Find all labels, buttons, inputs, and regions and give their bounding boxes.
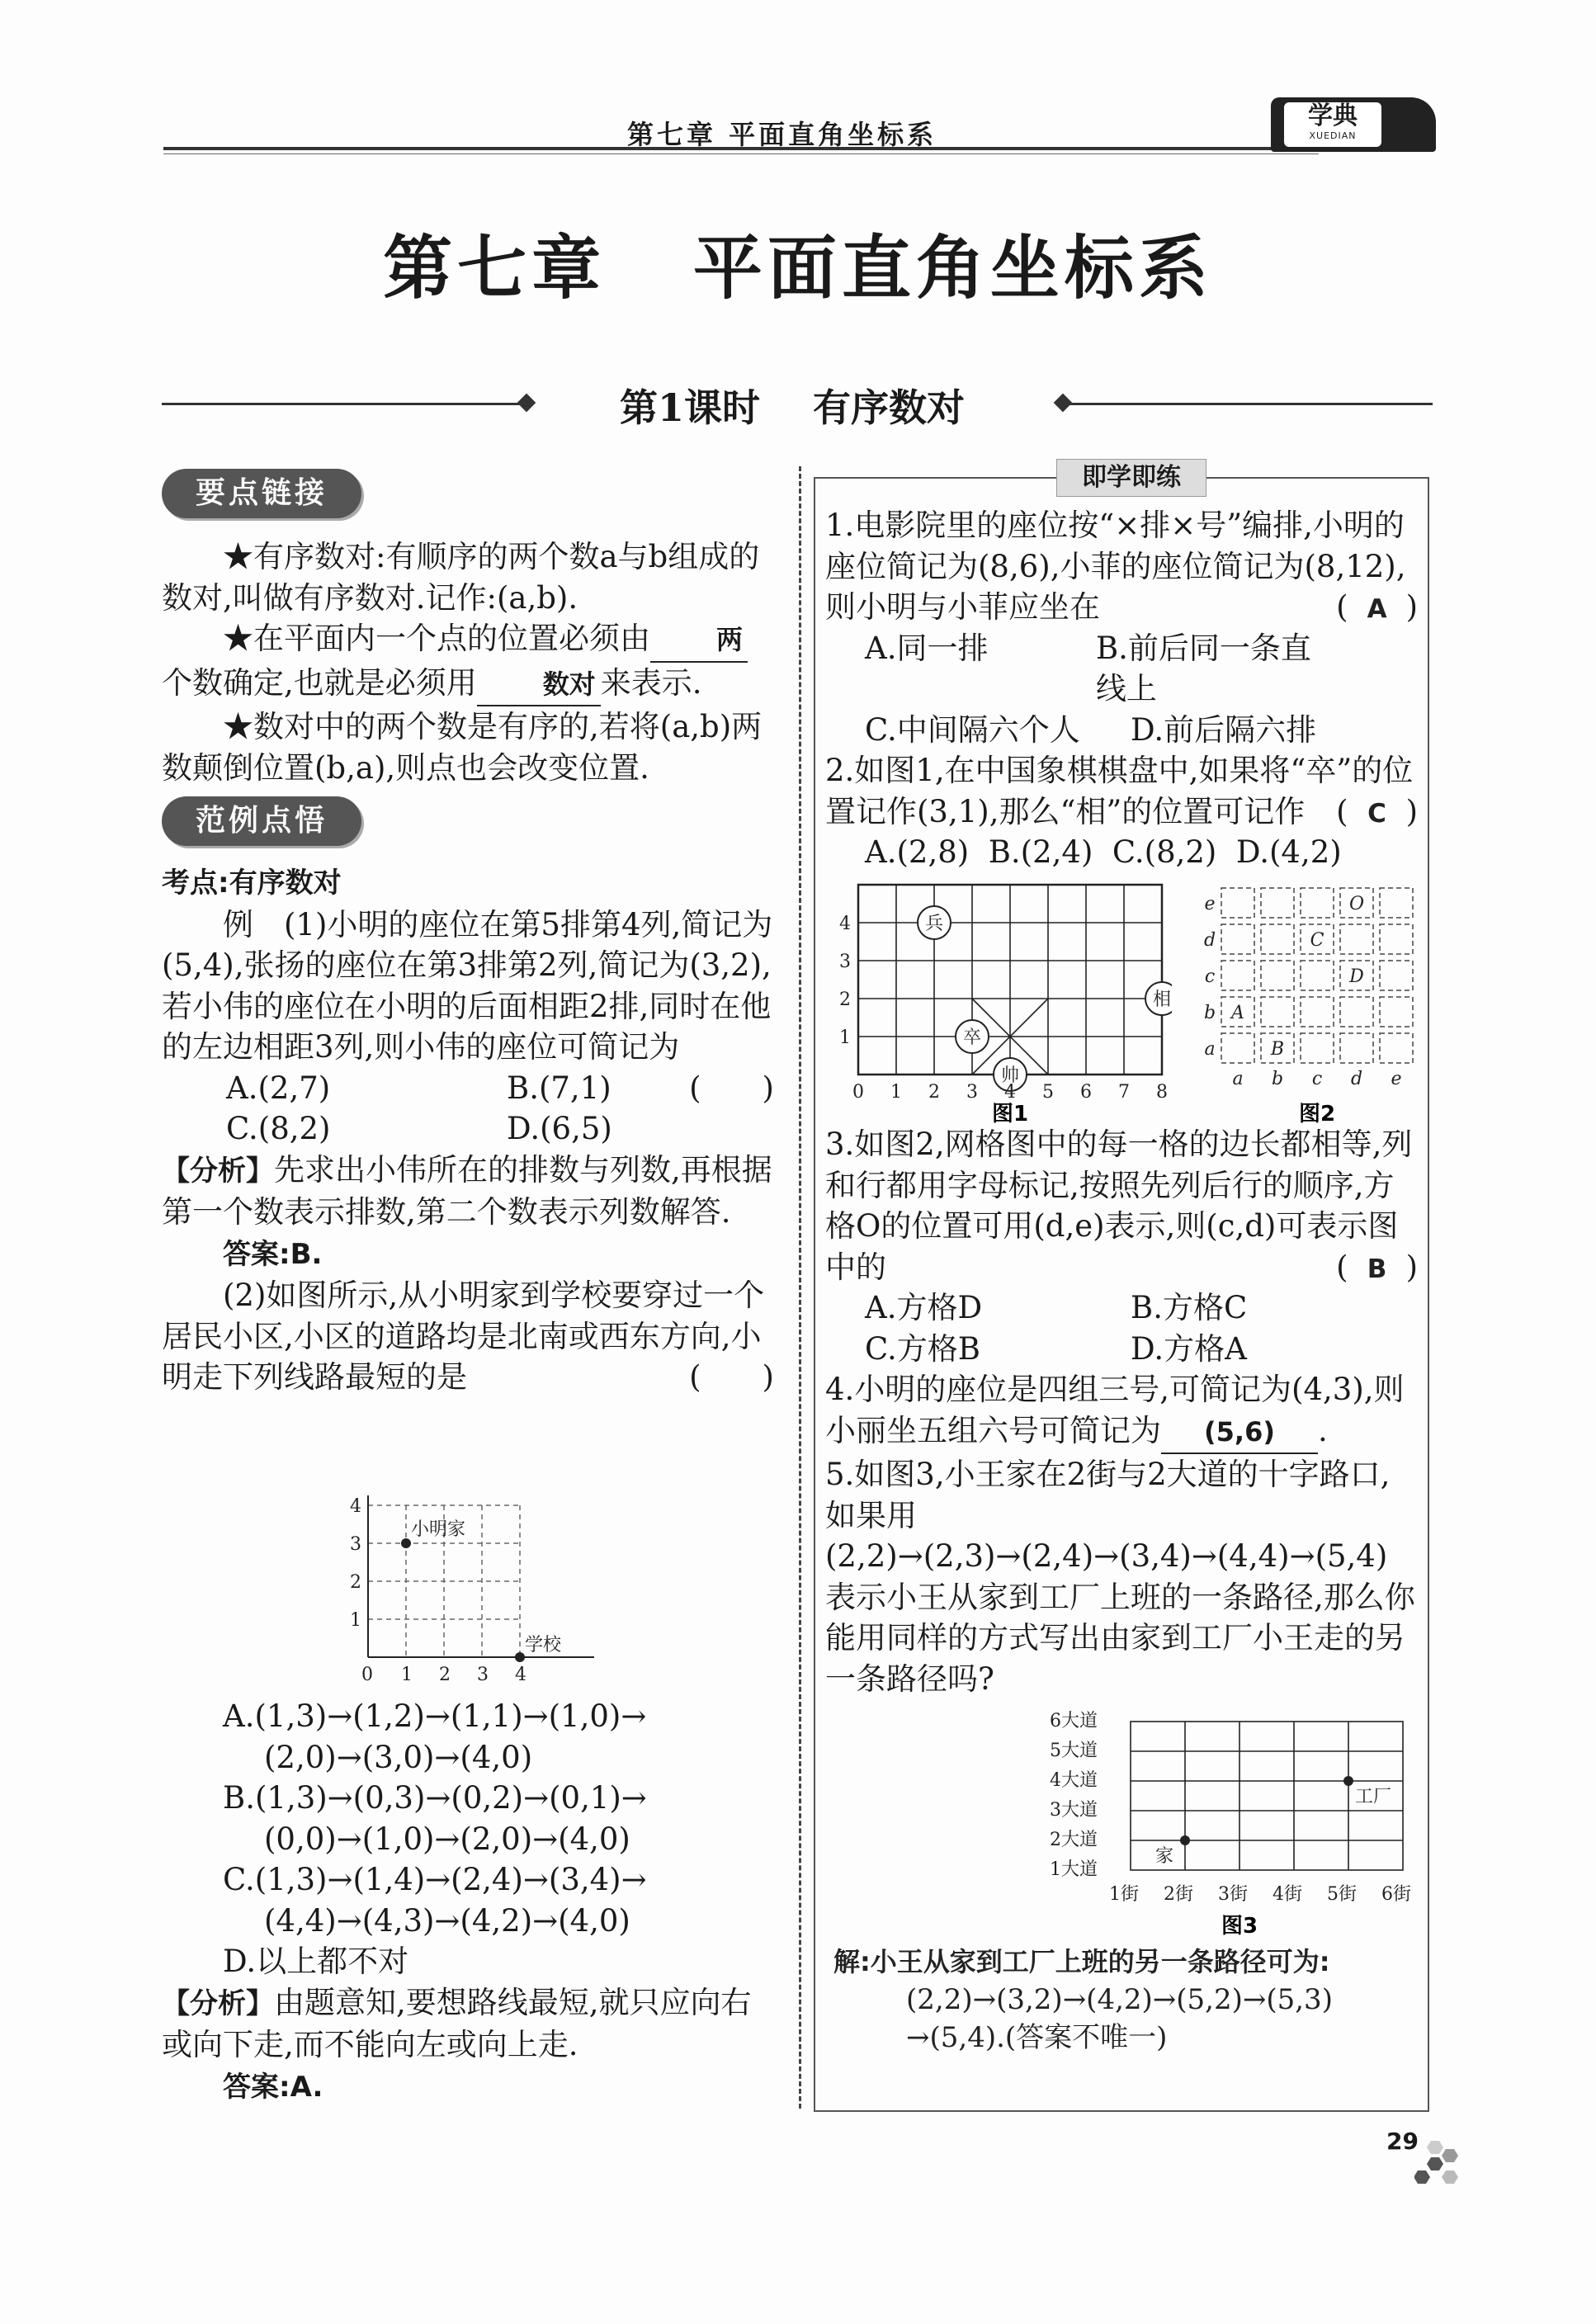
ex2-graph (330, 1492, 602, 1690)
ex2-option-c-cont: (4,4)→(4,3)→(4,2)→(4,0) (264, 1902, 630, 1939)
ex1-analysis-text: 先求出小伟所在的排数与列数,再根据第一个数表示排数,第二个数表示列数解答. (162, 1151, 772, 1230)
fig3-street-label: 2街 (1164, 1884, 1193, 1905)
ex2-option-b: B.(1,3)→(0,3)→(0,2)→(0,1)→ (223, 1780, 647, 1816)
ex2-xtick: 4 (515, 1665, 526, 1685)
fig2-row-label: b (1203, 1003, 1216, 1023)
q3-stem (825, 1124, 1418, 1287)
fig2-cell-A: A (1231, 1003, 1244, 1023)
fig3-avenue-label: 5大道 (1050, 1741, 1098, 1761)
ex2-answer-text: 答案:A. (223, 2070, 323, 2104)
key-points-section (162, 536, 774, 788)
fig1-ytick: 4 (839, 914, 851, 934)
piece-general: 帅 (1000, 1065, 1020, 1086)
q1-options-row-2 (825, 710, 1418, 751)
solution-line-1: 解:小王从家到工厂上班的另一条路径可为: (833, 1946, 1330, 1977)
key-points-badge-label: 要点链接 (195, 476, 328, 510)
key-point-2 (162, 618, 774, 706)
q4-text: 4.小明的座位是四组三号,可简记为(4,3),则小丽坐五组六号可简记为 (825, 1372, 1405, 1448)
ex2-xtick: 1 (401, 1665, 413, 1685)
fig2-cell-O: O (1348, 894, 1365, 914)
ex2-paren: ( ) (689, 1359, 774, 1395)
piece-soldier-bing: 兵 (924, 914, 944, 934)
q1-option-b: B.前后同一条直线上 (1095, 630, 1311, 706)
ex2-home-label: 小明家 (411, 1519, 466, 1540)
fig1-xtick: 1 (890, 1082, 902, 1103)
fig3-avenue-label: 3大道 (1050, 1800, 1098, 1821)
q1-answer: ( A ) (1336, 589, 1418, 625)
q5-stem: 5.如图3,小王家在2街与2大道的十字路口,如果用(2,2)→(2,3)→(2,4)→(3,4)→(4,4)→(5,4)表示小王从家到工厂上班的一条路径,那么你能用同样的方式写出由家到工厂小王走的另一条路径吗? (825, 1457, 1415, 1697)
q1-option-d: D.前后隔六排 (1131, 711, 1317, 748)
ex2-option-a-cont: (2,0)→(3,0)→(4,0) (264, 1739, 533, 1775)
fig2-col-label: c (1311, 1069, 1323, 1089)
fig3-avenue-label: 1大道 (1050, 1859, 1098, 1880)
brand-logo-inner (1284, 102, 1381, 147)
q1-stem (825, 505, 1418, 628)
fig2-cell-D: D (1349, 966, 1364, 987)
lesson-rule-left (162, 403, 525, 405)
ex2-xtick: 2 (439, 1665, 451, 1685)
solution-line-2: (2,2)→(3,2)→(4,2)→(5,2)→(5,3) (906, 1983, 1333, 2016)
ex1-stem-text: 例 (1)小明的座位在第5排第4列,简记为(5,4),张扬的座位在第3排第2列,简记为(3,2),若小伟的座位在小明的后面相距2排,同时在他的左边相距3列,则小伟的座位可简记为 (162, 906, 773, 1065)
examples-badge (162, 796, 361, 846)
fig2-row-label: e (1204, 894, 1216, 914)
q2-options: A.(2,8) B.(2,4) C.(8,2) D.(4,2) (865, 834, 1342, 870)
q1-option-c: C.中间隔六个人 (865, 711, 1080, 748)
fig1-xtick: 8 (1156, 1082, 1168, 1103)
practice-content-mid (825, 1124, 1418, 1699)
fig2-caption: 图2 (1298, 1102, 1336, 1124)
fig1-xtick: 6 (1080, 1082, 1092, 1103)
solution-line-3: →(5,4).(答案不唯一) (906, 2021, 1168, 2054)
q3-text: 3.如图2,网格图中的每一格的边长都相等,列和行都用字母标记,按照先列后行的顺序,方格O的位置可用(d,e)表示,则(c,d)可表示图中的 (825, 1127, 1413, 1285)
fig2-col-label: d (1350, 1069, 1363, 1089)
header-chapter-label: 第七章 平面直角坐标系 (627, 119, 937, 150)
fig1-caption: 图1 (991, 1102, 1029, 1124)
fig3-avenue-label: 4大道 (1050, 1770, 1098, 1791)
q3-options-row-1 (825, 1287, 1336, 1329)
fig2-col-label: a (1232, 1069, 1244, 1089)
ex2-option-d: D.以上都不对 (223, 1944, 409, 1979)
q3-option-d: D.方格A (1131, 1330, 1247, 1367)
fig2-cell-B: B (1270, 1039, 1285, 1060)
fig3-street-label: 1街 (1109, 1884, 1139, 1905)
q1-text: 1.电影院里的座位按“×排×号”编排,小明的座位简记为(8,6),小菲的座位简记为(8,12),则小明与小菲应坐在 (825, 508, 1406, 625)
fig3-street-label: 6街 (1381, 1884, 1411, 1905)
q1-options-row-1 (825, 628, 1336, 710)
ex1-answer-text: 答案:B. (223, 1237, 323, 1271)
lesson-rule-right (1065, 403, 1433, 405)
ex1-option-d: D.(6,5) (507, 1111, 612, 1146)
ex2-option-b-cont: (0,0)→(1,0)→(2,0)→(4,0) (264, 1821, 630, 1857)
ex1-options-row-1 (162, 1068, 628, 1109)
fig2-row-label: d (1203, 930, 1216, 951)
ex2-ytick: 1 (350, 1610, 361, 1631)
ex1-option-a: A.(2,7) (226, 1070, 331, 1106)
q2-stem (825, 750, 1418, 832)
page-number: 29 (1386, 2128, 1419, 2155)
fig3-caption: 图3 (1221, 1914, 1258, 1939)
ex2-xtick: 0 (361, 1665, 373, 1685)
kp2-post: 来表示. (600, 664, 702, 701)
q2-answer: ( C ) (1336, 793, 1418, 829)
ex2-xtick: 3 (477, 1665, 489, 1685)
ex2-analysis-text: 由题意知,要想路线最短,就只应向右或向下走,而不能向左或向上走. (162, 1984, 752, 2062)
ex2-ytick: 2 (350, 1572, 361, 1593)
ex1-answer (162, 1233, 774, 1276)
diamond-left (517, 394, 536, 413)
q4-answer: (5,6) (1161, 1412, 1318, 1455)
ex1-option-c: C.(8,2) (226, 1111, 331, 1146)
fig3-street-label: 4街 (1273, 1884, 1302, 1905)
key-point-1: ★有序数对:有顺序的两个数a与b组成的数对,叫做有序数对.记作:(a,b). (162, 539, 760, 616)
ex1-analysis (162, 1150, 774, 1233)
fig2-row-label: a (1204, 1039, 1216, 1060)
fig2-row-label: c (1204, 966, 1216, 987)
q3-answer: ( B ) (1336, 1249, 1418, 1285)
ex2-option-c: C.(1,3)→(1,4)→(2,4)→(3,4)→ (223, 1862, 647, 1897)
kp2-mid: 个数确定,也就是必须用 (162, 664, 477, 701)
brand-name: 学典 (1308, 102, 1358, 130)
ex2-analysis-tag: 【分析】 (162, 1986, 274, 2020)
fig2-col-label: e (1391, 1069, 1402, 1089)
fig1-xtick: 5 (1042, 1082, 1054, 1103)
example-2-stem (162, 1275, 774, 1398)
fig1-ytick: 2 (839, 990, 851, 1010)
kp2-answer-1: 两 (650, 620, 748, 663)
lesson-title: 第1课时 有序数对 (619, 385, 966, 430)
q3-option-b: B.方格C (1131, 1290, 1248, 1325)
fig3-street-label: 3街 (1218, 1884, 1248, 1905)
ex1-option-b: B.(7,1) (507, 1070, 611, 1106)
q3-options-row-2 (825, 1329, 1418, 1370)
q5-solution (833, 1943, 1419, 2057)
fig3-avenue-label: 2大道 (1050, 1830, 1098, 1850)
fig1-xtick: 0 (852, 1082, 864, 1103)
piece-soldier-zu: 卒 (962, 1027, 982, 1048)
examples-badge-label: 范例点悟 (195, 804, 328, 838)
chapter-title: 第七章 平面直角坐标系 (383, 228, 1213, 309)
topic-label: 考点:有序数对 (162, 867, 342, 900)
q3-option-c: C.方格B (865, 1330, 980, 1367)
practice-content-top (825, 505, 1418, 873)
piece-minister: 相 (1152, 990, 1172, 1010)
fig2-col-label: b (1271, 1069, 1284, 1089)
ex1-options-row-2 (162, 1108, 774, 1150)
ex2-options-section (162, 1696, 774, 2108)
fig3-home-label: 家 (1155, 1846, 1174, 1867)
q4-stem: 4.小明的座位是四组三号,可简记为(4,3),则小丽坐五组六号可简记为 (5,6) . (825, 1369, 1418, 1454)
fig3-avenue-label: 6大道 (1050, 1711, 1098, 1731)
ex2-option-a: A.(1,3)→(1,2)→(1,1)→(1,0)→ (223, 1698, 647, 1734)
ex2-ytick: 4 (350, 1496, 361, 1517)
hexagon-decoration (1414, 2137, 1464, 2195)
key-point-3: ★数对中的两个数是有序的,若将(a,b)两数颠倒位置(b,a),则点也会改变位置. (162, 709, 763, 786)
ex1-analysis-tag: 【分析】 (162, 1154, 274, 1188)
key-points-badge (162, 469, 361, 518)
ex2-stem-text: (2)如图所示,从小明家到学校要穿过一个居民小区,小区的道路均是北南或西东方向,小明走下列线路最短的是 (162, 1278, 765, 1395)
kp2-answer-2: 数对 (477, 664, 601, 707)
q3-option-a: A.方格D (865, 1290, 983, 1325)
fig1-xtick: 2 (928, 1082, 940, 1103)
fig1-xtick: 4 (1004, 1082, 1016, 1103)
ex2-answer (162, 2066, 774, 2109)
fig1-chessboard (833, 876, 1172, 1124)
fig1-xtick: 3 (966, 1082, 978, 1103)
q1-option-a: A.同一排 (865, 630, 989, 666)
brand-en: XUEDIAN (1309, 130, 1357, 141)
fig3-street-label: 5街 (1327, 1884, 1357, 1905)
fig1-ytick: 1 (839, 1027, 851, 1048)
examples-section (162, 863, 774, 1398)
ex1-paren: ( ) (689, 1070, 774, 1106)
q2-text: 2.如图1,在中国象棋棋盘中,如果将“卒”的位置记作(3,1),那么“相”的位置可记作 (825, 753, 1414, 829)
ex2-analysis (162, 1982, 774, 2066)
practice-tag: 即学即练 (1056, 459, 1206, 497)
fig2-grid (1197, 876, 1419, 1124)
fig3-streets-map (1045, 1705, 1424, 1944)
kp2-pre: ★在平面内一个点的位置必须由 (223, 621, 650, 656)
fig3-factory-label: 工厂 (1355, 1787, 1392, 1807)
ex2-school-label: 学校 (525, 1635, 562, 1656)
ex2-ytick: 3 (350, 1534, 361, 1555)
fig2-cell-C: C (1310, 930, 1324, 951)
fig1-xtick: 7 (1118, 1082, 1130, 1103)
fig1-ytick: 3 (839, 952, 851, 972)
column-divider (799, 466, 801, 2109)
